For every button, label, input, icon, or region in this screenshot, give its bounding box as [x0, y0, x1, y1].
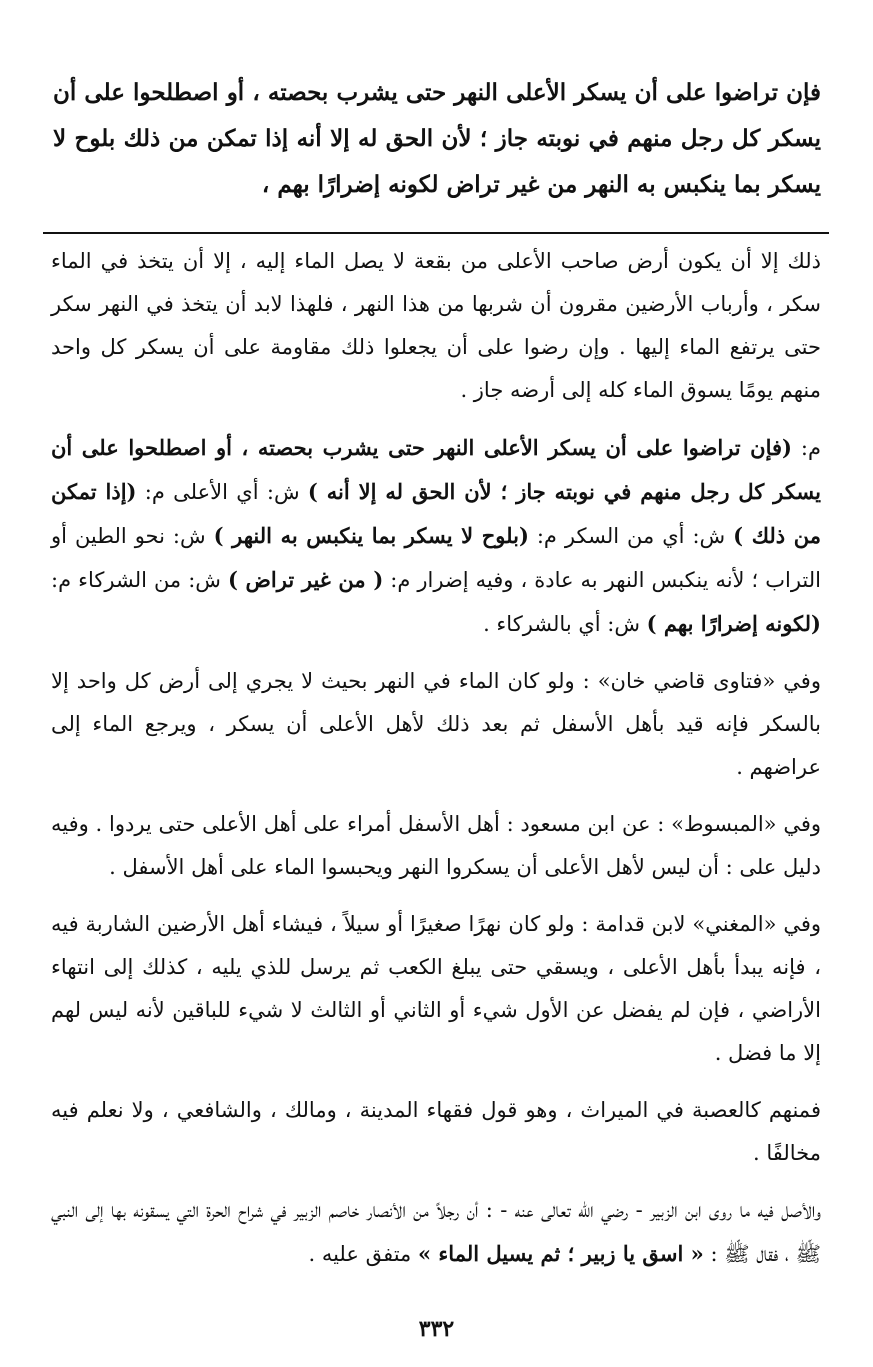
commentary-paragraph-4: وفي «المبسوط» : عن ابن مسعود : أهل الأسفل أمراء على أهل الأعلى حتى يردوا . وفيه دليل على : أن ليس لأهل الأعلى أن يسكروا النهر ويحبسوا الماء على أهل الأسفل .: [51, 812, 821, 879]
commentary-block: [51, 240, 821, 1290]
quoted-matn: (إذا تمكن من ذلك ): [51, 479, 822, 548]
quoted-matn: (فإن تراضوا على أن يسكر الأعلى النهر حتى يشرب بحصته ، أو اصطلحوا على أن يسكر كل رجل منهم في نوبته جاز ؛ لأن الحق له إلا أنه ): [51, 435, 822, 504]
marker-text: م:: [791, 436, 821, 460]
commentary-paragraph-1: ذلك إلا أن يكون أرض صاحب الأعلى من بقعة لا يصل الماء إليه ، إلا أن يتخذ في الماء سكر ، وأرباب الأرضين مقرون أن شربها من هذا النهر ، فلهذا لابد أن يتخذ في النهر سكر حتى يرتفع الماء إليها . وإن رضوا على أن يجعلوا ذلك مقاومة على أن يسكر كل واحد منهم يومًا يسوق الماء كله إلى أرضه جاز .: [51, 249, 821, 402]
explanation-text: ش: أي الأعلى م:: [136, 480, 308, 504]
page-number: ٣٣٢: [418, 1316, 455, 1342]
quoted-matn: ( من غير تراض ): [227, 567, 384, 592]
commentary-paragraph-3: وفي «فتاوى قاضي خان» : ولو كان الماء في النهر بحيث لا يجري إلى أرض كل واحد إلا بالسكر فإنه قيد بأهل الأسفل ثم بعد ذلك لأهل الأعلى أن يسكر ، ويرجع الماء إلى عراضهم .: [51, 669, 821, 779]
explanation-text: ش: من الشركاء م:: [51, 568, 228, 592]
commentary-paragraph-2: [51, 426, 821, 646]
narration-text: متفق عليه .: [308, 1242, 418, 1266]
explanation-text: ش: نحو الطين أو التراب ؛ لأنه ينكبس النهر به عادة ، وفيه إضرار م:: [51, 524, 822, 592]
main-text-block: فإن تراضوا على أن يسكر الأعلى النهر حتى يشرب بحصته ، أو اصطلحوا على أن يسكر كل رجل منهم في نوبته جاز ؛ لأن الحق له إلا أنه إذا تمكن من ذلك بلوح لا يسكر بما ينكبس به النهر من غير تراض لكونه إضرارًا بهم ،: [53, 79, 821, 198]
commentary-paragraph-6: فمنهم كالعصبة في الميراث ، وهو قول فقهاء المدينة ، ومالك ، والشافعي ، ولا نعلم فيه مخالفًا .: [51, 1098, 821, 1165]
quoted-matn: (لكونه إضرارًا بهم ): [646, 611, 821, 636]
separator-rule: [43, 232, 829, 234]
quoted-matn: (بلوح لا يسكر بما ينكبس به النهر ): [213, 523, 529, 548]
narration-text: والأصل فيه ما روى ابن الزبير - رضي الله تعالى عنه - : أن رجلاً من الأنصار خاصم الزبير في شراح الحرة التي يسقونه بها إلى النبي ﷺ ، فقال ﷺ :: [51, 1198, 821, 1266]
commentary-paragraph-7: [51, 1189, 821, 1276]
commentary-paragraph-5: وفي «المغني» لابن قدامة : ولو كان نهرًا صغيرًا أو سيلاً ، فيشاء أهل الأرضين الشاربة فيه ، فإنه يبدأ بأهل الأعلى ، ويسقي حتى يبلغ الكعب ثم يرسل للذي يليه ، كذلك إلى انتهاء الأراضي ، فإن لم يفضل عن الأول شيء أو الثاني أو الثالث لا شيء للباقين لأنه ليس لهم إلا ما فضل .: [51, 912, 821, 1065]
hadith-quote: « اسق يا زبير ؛ ثم يسيل الماء »: [418, 1241, 704, 1266]
explanation-text: ش: أي من السكر م:: [528, 524, 734, 548]
explanation-text: ش: أي بالشركاء .: [483, 612, 647, 636]
